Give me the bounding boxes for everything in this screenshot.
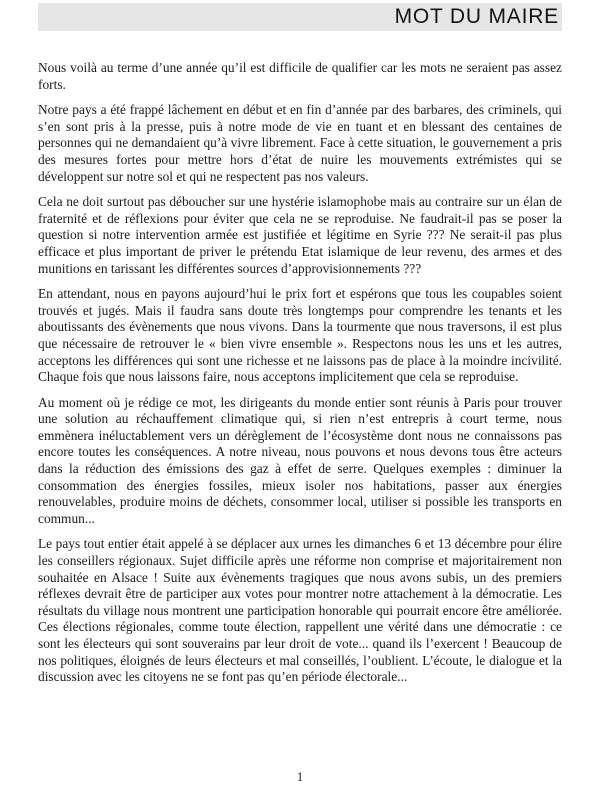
- article-body: [38, 60, 562, 695]
- paragraph-fraternite: Cela ne doit surtout pas déboucher sur une hystérie islamophobe mais au contraire sur un élan de fraternité et de réflexions pour éviter que cela ne se reproduise. Ne faudrait-il pas se poser la question si notre intervention armée est justifiée et légitime en Syrie ??? Ne serait-il pas plus efficace et plus important de priver le prétendu Etat islamique de leur revenu, des armes et des munitions en tarissant les différentes sources d’approvisionnements ???: [38, 194, 562, 276]
- page-footer: [0, 768, 600, 786]
- page-title: MOT DU MAIRE: [394, 5, 559, 28]
- paragraph-attacks: Notre pays a été frappé lâchement en début et en fin d’année par des barbares, des criminels, qui s’en sont pris à la presse, puis à notre mode de vie en tuant et en blessant des centaines de personnes qui ne demandaient qu’à vivre librement. Face à cette situation, le gouvernement a pris des mesures fortes pour mettre hors d’état de nuire les mouvements extrémistes qui se développent sur notre sol et qui ne respectent pas nos valeurs.: [38, 102, 562, 184]
- paragraph-elections: Le pays tout entier était appelé à se déplacer aux urnes les dimanches 6 et 13 décembre pour élire les conseillers régionaux. Sujet difficile après une réforme non comprise et majoritairement non souhaitée en Alsace ! Suite aux évènements tragiques que nous avons subis, un des premiers réflexes devrait être de participer aux votes pour montrer notre attachement à la démocratie. Les résultats du village nous montrent une participation honorable qui pourrait encore être améliorée. Ces élections régionales, comme toute élection, rappellent une vérité dans une démocratie : ce sont les électeurs qui sont souverains par leur droit de vote... quand ils l’exercent ! Beaucoup de nos politiques, éloignés de leurs électeurs et mal conseillés, l’oublient. L’écoute, le dialogue et la discussion avec les citoyens ne se font pas qu’en période électorale...: [38, 536, 562, 685]
- paragraph-vivre-ensemble: En attendant, nous en payons aujourd’hui le prix fort et espérons que tous les coupables soient trouvés et jugés. Mais il faudra sans doute très longtemps pour comprendre les tenants et les aboutissants des évènements que nous vivons. Dans la tourmente que nous traversons, il est plus que nécessaire de retrouver le « bien vivre ensemble ». Respectons nous les uns et les autres, acceptons les différences qui sont une richesse et ne laissons pas de place à la moindre incivilité. Chaque fois que nous laissons faire, nous acceptons implicitement que cela se reproduise.: [38, 286, 562, 385]
- page-header: [38, 3, 562, 31]
- paragraph-intro: Nous voilà au terme d’une année qu’il est difficile de qualifier car les mots ne seraient pas assez forts.: [38, 60, 562, 92]
- paragraph-climat: Au moment où je rédige ce mot, les dirigeants du monde entier sont réunis à Paris pour trouver une solution au réchauffement climatique qui, si rien n’est entrepris à court terme, nous emmènera inéluctablement vers un dérèglement de l’écosystème dont nous ne connaissons pas encore toutes les conséquences. A notre niveau, nous pouvons et nous devons tous être acteurs dans la réduction des émissions des gaz à effet de serre. Quelques exemples : diminuer la consommation des énergies fossiles, mieux isoler nos habitations, passer aux énergies renouvelables, produire moins de déchets, consommer local, utiliser si possible les transports en commun...: [38, 394, 562, 526]
- page-number: 1: [296, 769, 304, 784]
